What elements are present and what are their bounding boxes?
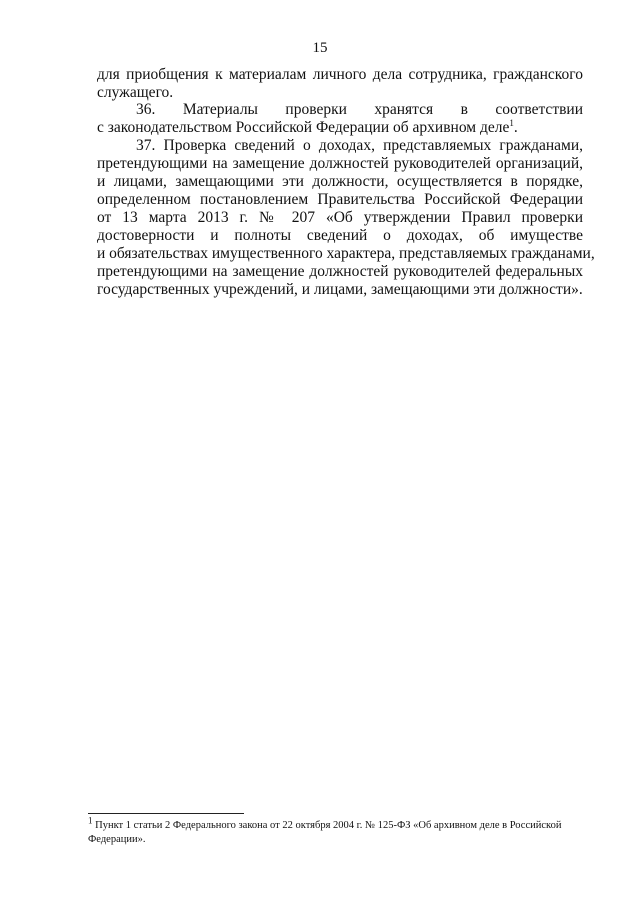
footnote-marker: 1 [88,815,93,826]
paragraph-37-line-4: определенном постановлением Правительства Российской Федерации [97,191,583,208]
paragraph-36-line-2-text: с законодательством Российской Федерации об архивном деле [97,119,510,136]
page-number: 15 [312,40,328,56]
paragraph-36-line-2 [97,119,583,137]
paragraph-37-line-3: и лицами, замещающими эти должности, осуществляется в порядке, [97,173,583,190]
paragraph-37-line-5: от 13 марта 2013 г. № 207 «Об утверждении Правил проверки [97,209,583,226]
paragraph-36-period: . [513,119,518,136]
paragraph-35-line-2: служащего. [97,84,174,101]
paragraph-35-line-1: для приобщения к материалам личного дела сотрудника, гражданского [97,66,583,83]
paragraph-37-line-1: 37. Проверка сведений о доходах, представляемых гражданами, [136,137,583,154]
footnote-text-1: Пункт 1 статьи 2 Федерального закона от 22 октября 2004 г. № 125-ФЗ «Об архивном деле в Российской [92,820,562,831]
footnote-reference: 1 [509,117,514,128]
footnote-separator [88,813,244,814]
footnote-line-1 [88,815,584,833]
paragraph-36-line-1: 36. Материалы проверки хранятся в соответствии [136,101,583,118]
paragraph-37-line-6: достоверности и полноты сведений о доходах, об имуществе [97,227,583,244]
footnote-line-2: Федерации». [88,834,146,845]
paragraph-37-line-2: претендующими на замещение должностей руководителей организаций, [97,155,583,172]
paragraph-37-line-8: претендующими на замещение должностей руководителей федеральных [97,263,583,280]
paragraph-37-line-9: государственных учреждений, и лицами, замещающими эти должности». [97,281,583,298]
paragraph-37-line-7: и обязательствах имущественного характера, представляемых гражданами, [97,245,595,262]
